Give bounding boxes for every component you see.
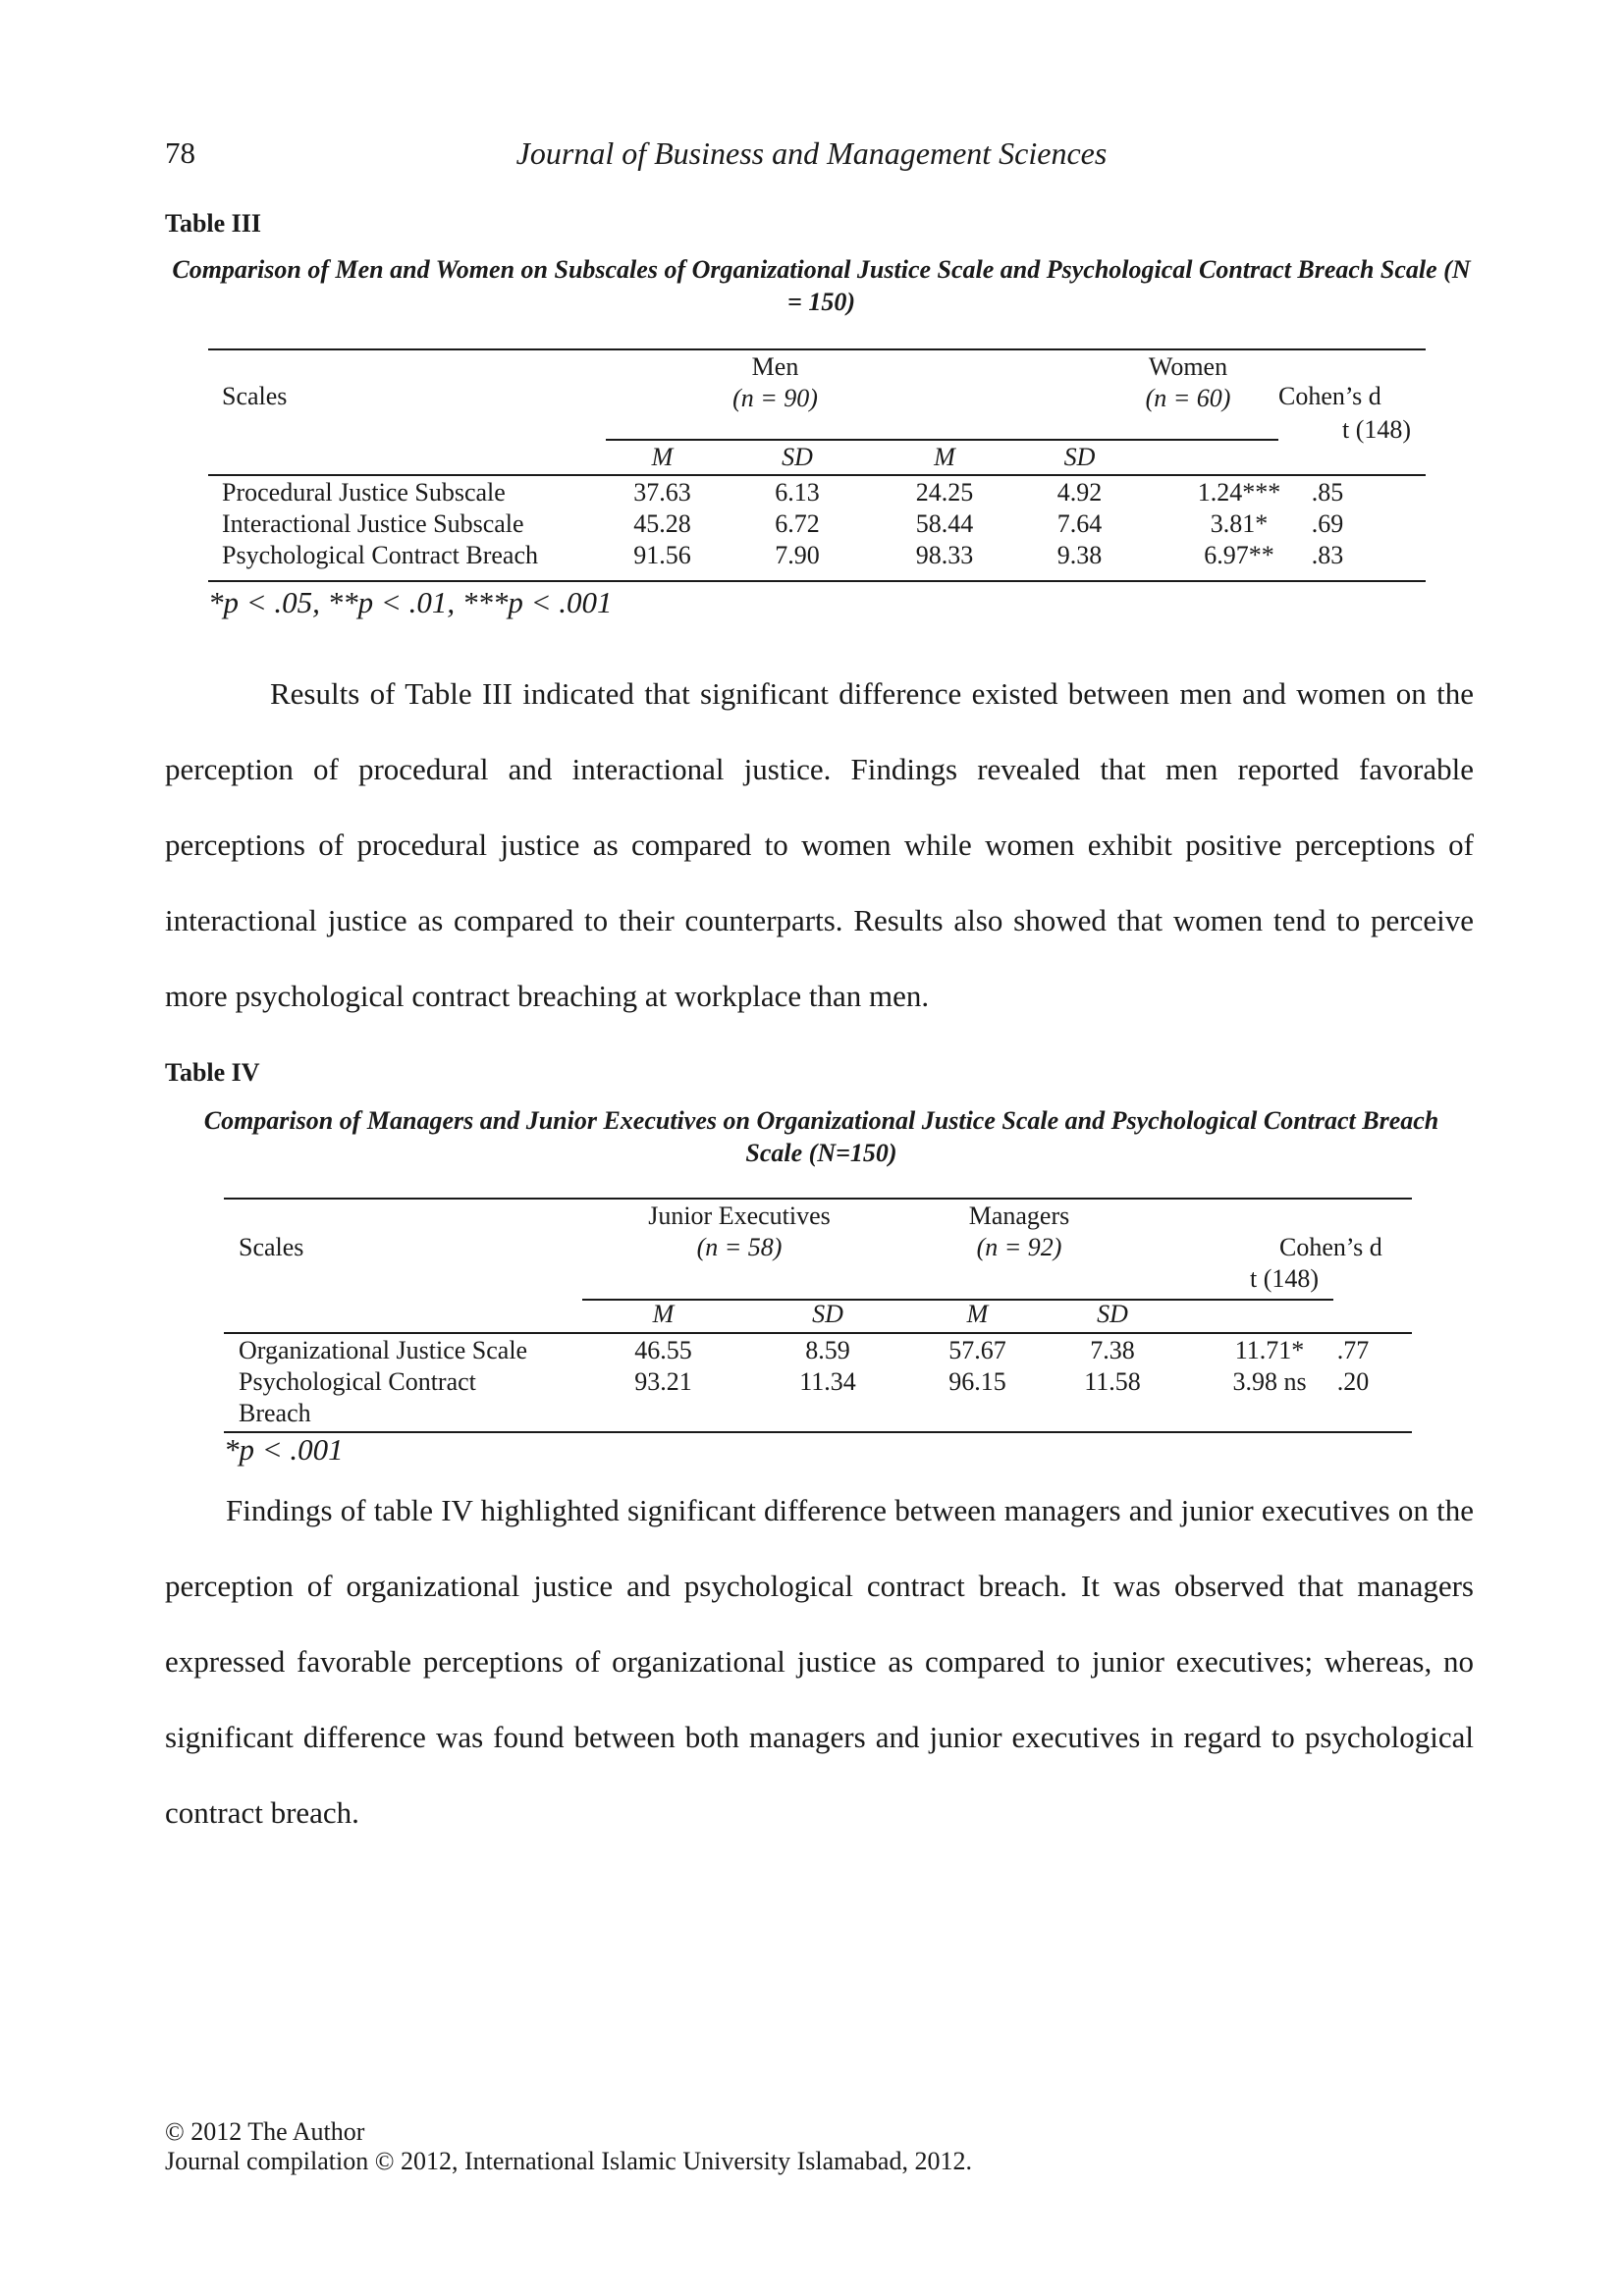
table4-sub-m2: M <box>966 1300 989 1328</box>
table3-label: Table III <box>165 209 262 238</box>
table4-row1-m1: 46.55 <box>634 1336 692 1364</box>
table3-row1-t: 1.24*** <box>1197 478 1281 507</box>
table4-header-group2: Managers <box>968 1201 1070 1230</box>
table4-note: *p < .001 <box>224 1432 344 1467</box>
table4-row1-t: 11.71* <box>1234 1336 1305 1364</box>
table4-label: Table IV <box>165 1058 260 1087</box>
table4-row1-scale: Organizational Justice Scale <box>239 1336 528 1364</box>
table4 <box>224 1198 1412 1433</box>
table3-row3-m2: 98.33 <box>915 541 974 569</box>
paragraph-2-text: Findings of table IV highlighted significant difference between managers and junior executives on the perception of organizational justice and psychological contract breach. It was observed that managers expressed favorable perceptions of organizational justice as compared to junior executives; whereas, no significant difference was found between both managers and junior executives in regard to psychological contract breach. <box>165 1493 1474 1830</box>
paragraph-1 <box>165 656 1474 1034</box>
table4-row1-sd2: 7.38 <box>1090 1336 1135 1364</box>
table4-row2-d: .20 <box>1336 1367 1370 1396</box>
table4-row2-sd1: 11.34 <box>799 1367 856 1396</box>
table4-header-scales: Scales <box>239 1233 304 1261</box>
table3-header-group1: Men <box>751 352 799 381</box>
table4-sub-sd1: SD <box>812 1300 843 1328</box>
table4-sub-m1: M <box>652 1300 675 1328</box>
table3-row2-sd2: 7.64 <box>1056 509 1103 538</box>
paragraph-2 <box>165 1472 1474 1850</box>
table3-row3-t: 6.97** <box>1204 541 1274 569</box>
table4-row2-m1: 93.21 <box>634 1367 692 1396</box>
table3-row1-scale: Procedural Justice Subscale <box>222 478 506 507</box>
table4-row2-sd2: 11.58 <box>1084 1367 1141 1396</box>
table3-sub-m2: M <box>934 443 955 471</box>
table3-row2-m2: 58.44 <box>915 509 974 538</box>
table3-row3-sd2: 9.38 <box>1056 541 1103 569</box>
table3-subheader-rule <box>606 439 1278 441</box>
table3-sub-m1: M <box>651 443 674 471</box>
journal-title: Journal of Business and Management Sciences <box>515 135 1108 171</box>
table4-mid-rule <box>224 1332 1412 1334</box>
table3-row1-m2: 24.25 <box>915 478 974 507</box>
table4-row2-scale-line2: Breach <box>239 1399 311 1427</box>
table3-row3-sd1: 7.90 <box>775 541 820 569</box>
footer-compilation: Journal compilation © 2012, International Islamic University Islamabad, 2012. <box>165 2147 972 2175</box>
table3-row2-t: 3.81* <box>1210 509 1269 538</box>
table4-sub-sd2: SD <box>1097 1300 1128 1328</box>
table3-top-rule <box>208 348 1426 350</box>
table3-row1-m1: 37.63 <box>633 478 691 507</box>
table3-sub-sd1: SD <box>782 443 813 471</box>
table3-row2-m1: 45.28 <box>633 509 691 538</box>
table3-row2-d: .69 <box>1311 509 1344 538</box>
table4-row1-m2: 57.67 <box>948 1336 1006 1364</box>
table4-header-group2-n: (n = 92) <box>976 1233 1062 1261</box>
page-number: 78 <box>165 135 195 170</box>
table4-header-cohens-d: Cohen’s d <box>1279 1233 1382 1261</box>
table4-row1-sd1: 8.59 <box>805 1336 850 1364</box>
table3-row1-d: .85 <box>1311 478 1344 507</box>
paragraph-1-text: Results of Table III indicated that significant difference existed between men and women on the perception of procedural and interactional justice. Findings revealed that men reported favorable perceptions of procedural justice as compared to women while women exhibit positive perceptions of interactional justice as compared to their counterparts. Results also showed that women tend to perceive more psychological contract breaching at workplace than men. <box>165 676 1474 1013</box>
table3-row1-sd1: 6.13 <box>775 478 820 507</box>
table3-header-group2: Women <box>1148 352 1228 381</box>
table3-row3-m1: 91.56 <box>633 541 691 569</box>
table4-top-rule <box>224 1198 1412 1200</box>
footer-copyright: © 2012 The Author <box>165 2117 365 2146</box>
table3-header-cohens-d: Cohen’s d <box>1278 382 1381 410</box>
table3-sub-sd2: SD <box>1063 443 1096 471</box>
table4-row2-scale: Psychological Contract <box>239 1367 476 1396</box>
table4-row1-d: .77 <box>1336 1336 1370 1364</box>
table4-row2-t: 3.98 ns <box>1232 1367 1307 1396</box>
table3-caption: Comparison of Men and Women on Subscales of Organizational Justice Scale and Psychological Contract Breach Scale (N = 150) <box>172 255 1471 316</box>
table3-row2-sd1: 6.72 <box>775 509 820 538</box>
table4-caption: Comparison of Managers and Junior Executives on Organizational Justice Scale and Psychological Contract Breach Scale (N=150) <box>203 1106 1439 1167</box>
table3-note: *p < .05, **p < .01, ***p < .001 <box>208 585 613 619</box>
table4-row2-m2: 96.15 <box>948 1367 1006 1396</box>
table3-row3-scale: Psychological Contract Breach <box>222 541 539 569</box>
table4-bottom-rule <box>224 1431 1412 1433</box>
table4-header-group1-n: (n = 58) <box>696 1233 783 1261</box>
table3-header-group2-n: (n = 60) <box>1145 384 1231 412</box>
footer <box>165 2117 972 2176</box>
table3-header-group1-n: (n = 90) <box>732 384 818 412</box>
table3-row2-scale: Interactional Justice Subscale <box>222 509 524 538</box>
table4-header-t: t (148) <box>1249 1264 1320 1293</box>
table4-header-group1: Junior Executives <box>648 1201 831 1230</box>
table3-header-scales: Scales <box>222 382 288 410</box>
table3-mid-rule <box>208 474 1426 476</box>
table3-header-t: t (148) <box>1341 415 1412 444</box>
table3-bottom-rule <box>208 580 1426 582</box>
table3-row3-d: .83 <box>1311 541 1344 569</box>
table3 <box>208 348 1426 584</box>
table3-row1-sd2: 4.92 <box>1056 478 1103 507</box>
running-head <box>165 135 1458 185</box>
